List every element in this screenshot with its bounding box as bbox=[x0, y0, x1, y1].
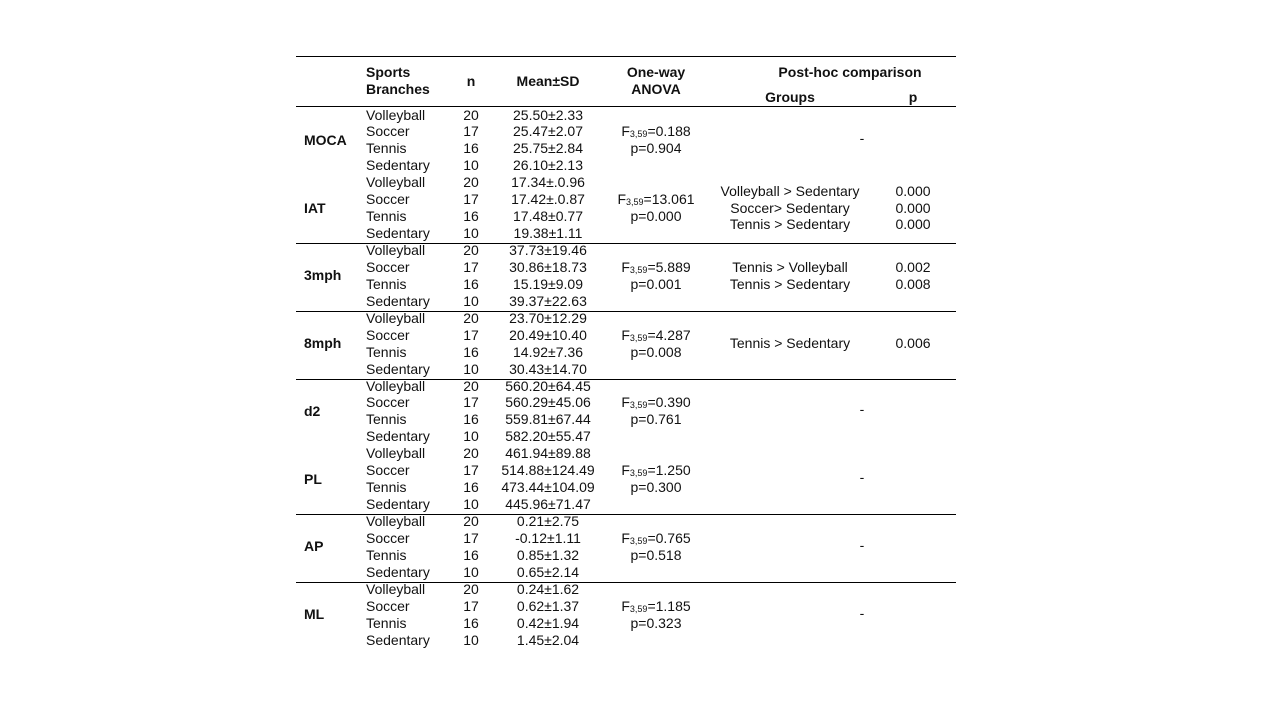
branch-name: Soccer bbox=[366, 529, 410, 546]
table-top-rule bbox=[296, 56, 956, 57]
branch-name: Volleyball bbox=[366, 106, 426, 123]
n-value: 17 bbox=[463, 258, 479, 275]
posthoc-none: - bbox=[859, 604, 865, 621]
branch-name: Volleyball bbox=[366, 580, 426, 597]
anova-p: p=0.000 bbox=[630, 208, 682, 225]
branch-name: Soccer bbox=[366, 394, 410, 411]
mean-sd-value: 30.86±18.73 bbox=[509, 258, 587, 275]
f-symbol: F bbox=[621, 123, 630, 140]
posthoc-p: 0.008 bbox=[895, 275, 931, 292]
f-symbol: F bbox=[621, 462, 630, 479]
f-value: =0.188 bbox=[647, 123, 691, 140]
n-value: 10 bbox=[463, 292, 479, 309]
mean-sd-value: 39.37±22.63 bbox=[509, 292, 587, 309]
mean-sd-value: 1.45±2.04 bbox=[516, 631, 580, 648]
mean-sd-value: 582.20±55.47 bbox=[505, 428, 591, 445]
branch-name: Soccer bbox=[366, 326, 410, 343]
branch-name: Volleyball bbox=[366, 174, 426, 191]
header-posthoc-p: p bbox=[908, 89, 918, 105]
mean-sd-value: 25.50±2.33 bbox=[513, 106, 583, 123]
posthoc-groups: Tennis > Sedentary bbox=[729, 335, 851, 352]
branch-name: Tennis bbox=[366, 411, 407, 428]
mean-sd-value: 473.44±104.09 bbox=[501, 479, 595, 496]
branch-name: Volleyball bbox=[366, 309, 426, 326]
anova-p: p=0.323 bbox=[630, 614, 682, 631]
anova-p: p=0.300 bbox=[630, 479, 682, 496]
posthoc-p: 0.006 bbox=[895, 335, 931, 352]
mean-sd-value: 560.20±64.45 bbox=[505, 377, 591, 394]
anova-p: p=0.008 bbox=[630, 343, 682, 360]
f-df: 3,59 bbox=[629, 603, 648, 614]
f-df: 3,59 bbox=[629, 400, 648, 411]
anova-p: p=0.904 bbox=[630, 140, 682, 157]
branch-name: Tennis bbox=[366, 140, 407, 157]
posthoc-p: 0.000 bbox=[895, 216, 931, 233]
mean-sd-value: 26.10±2.13 bbox=[513, 157, 583, 174]
n-value: 17 bbox=[463, 191, 479, 208]
f-df: 3,59 bbox=[629, 264, 648, 275]
n-value: 20 bbox=[463, 445, 479, 462]
mean-sd-value: 17.34±.0.96 bbox=[511, 174, 585, 191]
posthoc-none: - bbox=[859, 130, 865, 147]
header-mean-sd: Mean±SD bbox=[516, 73, 580, 89]
posthoc-groups: Volleyball > Sedentary bbox=[720, 183, 860, 200]
n-value: 16 bbox=[463, 208, 479, 225]
branch-name: Sedentary bbox=[366, 157, 430, 174]
n-value: 10 bbox=[463, 496, 479, 513]
f-df: 3,59 bbox=[629, 332, 648, 343]
f-value: =1.250 bbox=[647, 462, 691, 479]
f-value: =0.390 bbox=[647, 394, 691, 411]
header-anova bbox=[627, 64, 685, 98]
posthoc-none: - bbox=[859, 401, 865, 418]
posthoc-p: 0.000 bbox=[895, 183, 931, 200]
n-value: 10 bbox=[463, 225, 479, 242]
n-value: 17 bbox=[463, 529, 479, 546]
posthoc-p: 0.002 bbox=[895, 259, 931, 276]
mean-sd-value: 25.75±2.84 bbox=[513, 140, 583, 157]
n-value: 20 bbox=[463, 513, 479, 529]
variable-label: AP bbox=[304, 538, 324, 555]
n-value: 16 bbox=[463, 343, 479, 360]
branch-name: Volleyball bbox=[366, 513, 426, 529]
n-value: 16 bbox=[463, 614, 479, 631]
f-df: 3,59 bbox=[629, 535, 648, 546]
n-value: 17 bbox=[463, 326, 479, 343]
mean-sd-value: 23.70±12.29 bbox=[509, 309, 587, 326]
mean-sd-value: -0.12±1.11 bbox=[515, 529, 581, 546]
header-branches-line2: Branches bbox=[366, 81, 430, 97]
f-df: 3,59 bbox=[629, 468, 648, 479]
posthoc-groups: Tennis > Volleyball bbox=[732, 259, 848, 276]
header-posthoc-groups: Groups bbox=[765, 89, 815, 105]
mean-sd-value: 30.43±14.70 bbox=[509, 360, 587, 377]
posthoc-groups: Tennis > Sedentary bbox=[729, 275, 851, 292]
f-value: =5.889 bbox=[647, 258, 691, 275]
f-symbol: F bbox=[621, 597, 630, 614]
n-value: 10 bbox=[463, 360, 479, 377]
n-value: 16 bbox=[463, 479, 479, 496]
branch-name: Soccer bbox=[366, 258, 410, 275]
header-n: n bbox=[466, 73, 476, 89]
f-value: =1.185 bbox=[647, 597, 691, 614]
branch-name: Sedentary bbox=[366, 631, 430, 648]
mean-sd-value: 20.49±10.40 bbox=[509, 326, 587, 343]
branch-name: Tennis bbox=[366, 614, 407, 631]
branch-name: Tennis bbox=[366, 208, 407, 225]
branch-name: Sedentary bbox=[366, 496, 430, 513]
branch-name: Sedentary bbox=[366, 428, 430, 445]
mean-sd-value: 559.81±67.44 bbox=[505, 411, 591, 428]
mean-sd-value: 0.42±1.94 bbox=[516, 614, 580, 631]
mean-sd-value: 0.65±2.14 bbox=[516, 563, 580, 580]
mean-sd-value: 17.42±.0.87 bbox=[511, 191, 585, 208]
mean-sd-value: 19.38±1.11 bbox=[513, 225, 583, 242]
f-value: =0.765 bbox=[647, 529, 691, 546]
n-value: 20 bbox=[463, 174, 479, 191]
mean-sd-value: 0.21±2.75 bbox=[516, 513, 580, 529]
f-df: 3,59 bbox=[626, 197, 644, 208]
variable-label: 8mph bbox=[304, 335, 342, 352]
variable-label: MOCA bbox=[304, 131, 347, 148]
mean-sd-value: 37.73±19.46 bbox=[509, 242, 587, 258]
branch-name: Tennis bbox=[366, 275, 407, 292]
mean-sd-value: 514.88±124.49 bbox=[501, 462, 595, 479]
anova-p: p=0.761 bbox=[630, 411, 682, 428]
n-value: 20 bbox=[463, 309, 479, 326]
branch-name: Sedentary bbox=[366, 563, 430, 580]
n-value: 20 bbox=[463, 106, 479, 123]
variable-label: ML bbox=[304, 606, 325, 623]
n-value: 16 bbox=[463, 275, 479, 292]
mean-sd-value: 15.19±9.09 bbox=[513, 275, 583, 292]
mean-sd-value: 25.47±2.07 bbox=[513, 123, 583, 140]
n-value: 20 bbox=[463, 580, 479, 597]
branch-name: Tennis bbox=[366, 479, 407, 496]
f-value: =4.287 bbox=[647, 326, 691, 343]
header-anova-line1: One-way bbox=[626, 64, 686, 80]
variable-label: PL bbox=[304, 470, 322, 487]
n-value: 17 bbox=[463, 394, 479, 411]
branch-name: Soccer bbox=[366, 462, 410, 479]
branch-name: Volleyball bbox=[366, 377, 426, 394]
n-value: 17 bbox=[463, 123, 479, 140]
f-symbol: F bbox=[621, 529, 630, 546]
n-value: 10 bbox=[463, 428, 479, 445]
mean-sd-value: 0.62±1.37 bbox=[516, 597, 580, 614]
posthoc-groups: Soccer> Sedentary bbox=[730, 199, 850, 216]
mean-sd-value: 461.94±89.88 bbox=[505, 445, 591, 462]
variable-label: IAT bbox=[304, 199, 326, 216]
branch-name: Sedentary bbox=[366, 360, 430, 377]
n-value: 16 bbox=[463, 411, 479, 428]
branch-name: Soccer bbox=[366, 191, 410, 208]
variable-label: 3mph bbox=[304, 267, 342, 284]
mean-sd-value: 560.29±45.06 bbox=[505, 394, 591, 411]
n-value: 20 bbox=[463, 377, 479, 394]
f-symbol: F bbox=[621, 394, 630, 411]
branch-name: Sedentary bbox=[366, 292, 430, 309]
posthoc-none: - bbox=[859, 469, 865, 486]
n-value: 20 bbox=[463, 242, 479, 258]
branch-name: Soccer bbox=[366, 597, 410, 614]
branch-name: Soccer bbox=[366, 123, 410, 140]
f-value: =13.061 bbox=[643, 191, 695, 208]
posthoc-groups: Tennis > Sedentary bbox=[729, 216, 851, 233]
header-posthoc: Post-hoc comparison bbox=[778, 64, 922, 80]
n-value: 17 bbox=[463, 597, 479, 614]
f-df: 3,59 bbox=[629, 129, 648, 140]
mean-sd-value: 0.85±1.32 bbox=[516, 546, 580, 563]
n-value: 17 bbox=[463, 462, 479, 479]
branch-name: Volleyball bbox=[366, 242, 426, 258]
branch-name: Sedentary bbox=[366, 225, 430, 242]
posthoc-p: 0.000 bbox=[895, 199, 931, 216]
mean-sd-value: 17.48±0.77 bbox=[513, 208, 583, 225]
branch-name: Tennis bbox=[366, 546, 407, 563]
f-symbol: F bbox=[621, 326, 630, 343]
branch-name: Tennis bbox=[366, 343, 407, 360]
n-value: 10 bbox=[463, 631, 479, 648]
mean-sd-value: 0.24±1.62 bbox=[516, 580, 580, 597]
n-value: 10 bbox=[463, 563, 479, 580]
f-symbol: F bbox=[621, 258, 630, 275]
f-symbol: F bbox=[617, 191, 627, 208]
n-value: 16 bbox=[463, 140, 479, 157]
anova-p: p=0.518 bbox=[630, 546, 682, 563]
variable-label: d2 bbox=[304, 402, 321, 419]
n-value: 10 bbox=[463, 157, 479, 174]
n-value: 16 bbox=[463, 546, 479, 563]
mean-sd-value: 445.96±71.47 bbox=[505, 496, 591, 513]
header-anova-line2: ANOVA bbox=[631, 81, 681, 97]
header-branches bbox=[366, 64, 430, 98]
branch-name: Volleyball bbox=[366, 445, 426, 462]
posthoc-none: - bbox=[859, 536, 865, 553]
header-branches-line1: Sports bbox=[366, 64, 411, 80]
anova-p: p=0.001 bbox=[630, 275, 682, 292]
mean-sd-value: 14.92±7.36 bbox=[513, 343, 583, 360]
